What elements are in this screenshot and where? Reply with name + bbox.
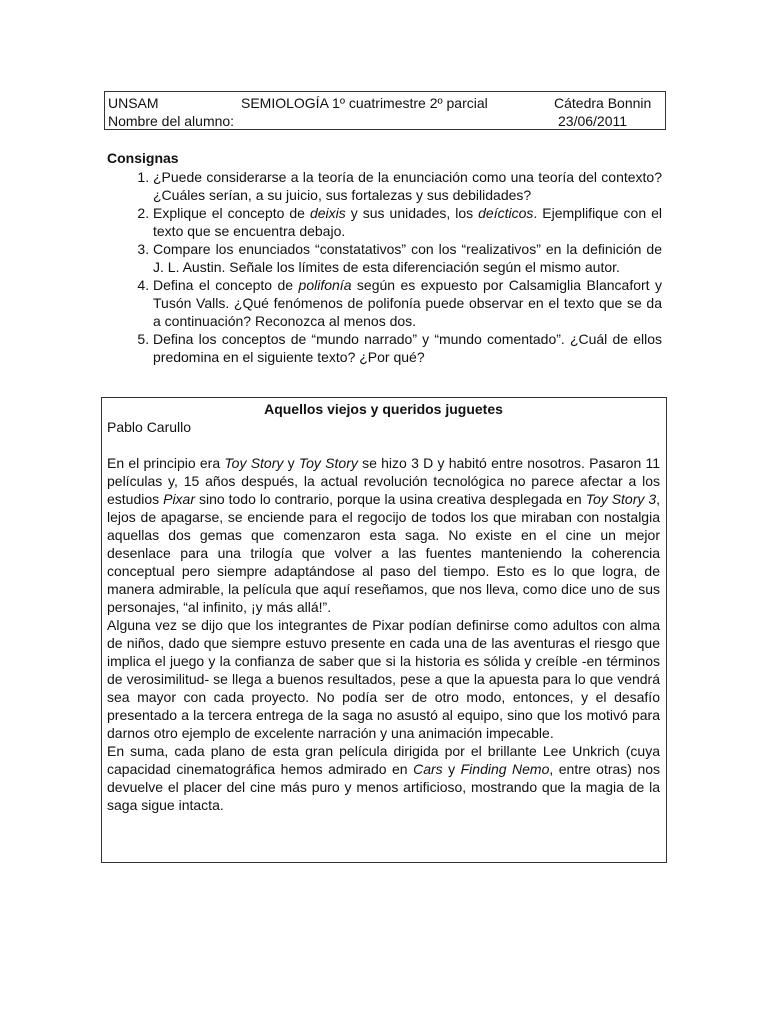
title-toy-story: Toy Story bbox=[224, 455, 284, 471]
exam-date: 23/06/2011 bbox=[558, 113, 628, 129]
subject: SEMIOLOGÍA 1º cuatrimestre 2º parcial bbox=[241, 95, 488, 111]
header-row-2 bbox=[108, 112, 661, 130]
consigna-text: Explique el concepto de bbox=[153, 205, 310, 221]
paragraph-text: En suma, cada plano de esta gran película dirigida por el brillante Lee Unkrich (cuya capacidad cinematográfica hemos admirado en bbox=[107, 743, 660, 777]
title-toy-story-3: Toy Story 3 bbox=[585, 491, 657, 507]
consigna-item-2 bbox=[153, 204, 662, 240]
article-title: Aquellos viejos y queridos juguetes bbox=[264, 401, 503, 417]
consignas-section bbox=[107, 150, 662, 366]
consigna-text: según es expuesto por Calsamiglia Blancafort y Tusón Valls. ¿Qué fenómenos de polifonía puede observar en el texto que se da a continuación? Reconozca al menos dos. bbox=[153, 277, 662, 329]
article-paragraph-1 bbox=[107, 454, 660, 616]
consigna-text: Defina los conceptos de “mundo narrado” y “mundo comentado”. ¿Cuál de ellos predomina en el siguiente texto? ¿Por qué? bbox=[153, 331, 662, 365]
header-row-1 bbox=[108, 94, 661, 112]
consigna-item-5 bbox=[153, 330, 662, 366]
term-deixis: deixis bbox=[309, 205, 346, 221]
consignas-title: Consignas bbox=[107, 150, 179, 166]
article-author: Pablo Carullo bbox=[107, 419, 192, 435]
title-cars: Cars bbox=[413, 761, 443, 777]
consigna-text: . Ejemplifique con el texto que se encuentra debajo. bbox=[153, 205, 662, 239]
term-polifonia: polifonía bbox=[298, 277, 352, 293]
consigna-item-4 bbox=[153, 276, 662, 330]
consigna-text: y sus unidades, los bbox=[345, 205, 479, 221]
paragraph-text: En el principio era bbox=[107, 455, 225, 471]
studio-pixar: Pixar bbox=[163, 491, 196, 507]
title-toy-story: Toy Story bbox=[298, 455, 358, 471]
paragraph-text: y bbox=[283, 455, 299, 471]
term-deicticos: deícticos bbox=[478, 205, 534, 221]
paragraph-text: sino todo lo contrario, porque la usina creativa desplegada en bbox=[195, 491, 586, 507]
paragraph-text: , entre otras) nos devuelve el placer del cine más puro y menos artificioso, mostrando que la magia de la saga sigue intacta. bbox=[107, 761, 661, 813]
exam-header bbox=[104, 91, 666, 130]
consigna-text: ¿Puede considerarse a la teoría de la enunciación como una teoría del contexto? ¿Cuáles serían, a su juicio, sus fortalezas y sus debilidades? bbox=[153, 169, 662, 203]
consigna-item-3 bbox=[153, 240, 662, 276]
article-paragraph-2: Alguna vez se dijo que los integrantes de Pixar podían definirse como adultos con alma de niños, dado que siempre estuvo presente en cada una de las aventuras el riesgo que implica el juego y la confianza de saber que si la historia es sólida y creíble -en términos de verosimilitud- se llega a buenos resultados, pese a que la apuesta para lo que vendrá sea mayor con cada proyecto. No podía ser de otro modo, entonces, y el desafío presentado a la tercera entrega de la saga no asustó al equipo, sino que los motivó para darnos otro ejemplo de excelente narración y una animación impecable. bbox=[107, 617, 660, 741]
consigna-text: Compare los enunciados “constatativos” con los “realizativos” en la definición de J. L. Austin. Señale los límites de esta diferenciación según el mismo autor. bbox=[153, 241, 662, 275]
paragraph-text: y bbox=[442, 761, 461, 777]
chair: Cátedra Bonnin bbox=[554, 95, 652, 111]
consigna-item-1 bbox=[153, 168, 662, 204]
institution: UNSAM bbox=[108, 95, 159, 111]
student-name-label: Nombre del alumno: bbox=[108, 113, 235, 129]
paragraph-text: se hizo 3 D y habitó entre nosotros. Pasaron 11 películas y, 15 años después, la actual revolución tecnológica no parece afectar a los estudios bbox=[107, 455, 661, 507]
paragraph-text: , lejos de apagarse, se enciende para el regocijo de todos los que miraban con nostalgia aquellas dos gemas que comenzaron esta saga. No existe en el cine un mejor desenlace para una trilogía que volver a las fuentes manteniendo la coherencia conceptual pero siempre adaptándose al paso del tiempo. Esto es lo que logra, de manera admirable, la película que aquí reseñamos, que nos lleva, como dice uno de sus personajes, “al infinito, ¡y más allá!”. bbox=[107, 491, 661, 615]
consigna-text: Defina el concepto de bbox=[153, 277, 299, 293]
article-box bbox=[101, 397, 667, 863]
consignas-list bbox=[107, 168, 662, 366]
title-finding-nemo: Finding Nemo bbox=[460, 761, 550, 777]
article-paragraph-3 bbox=[107, 742, 660, 814]
